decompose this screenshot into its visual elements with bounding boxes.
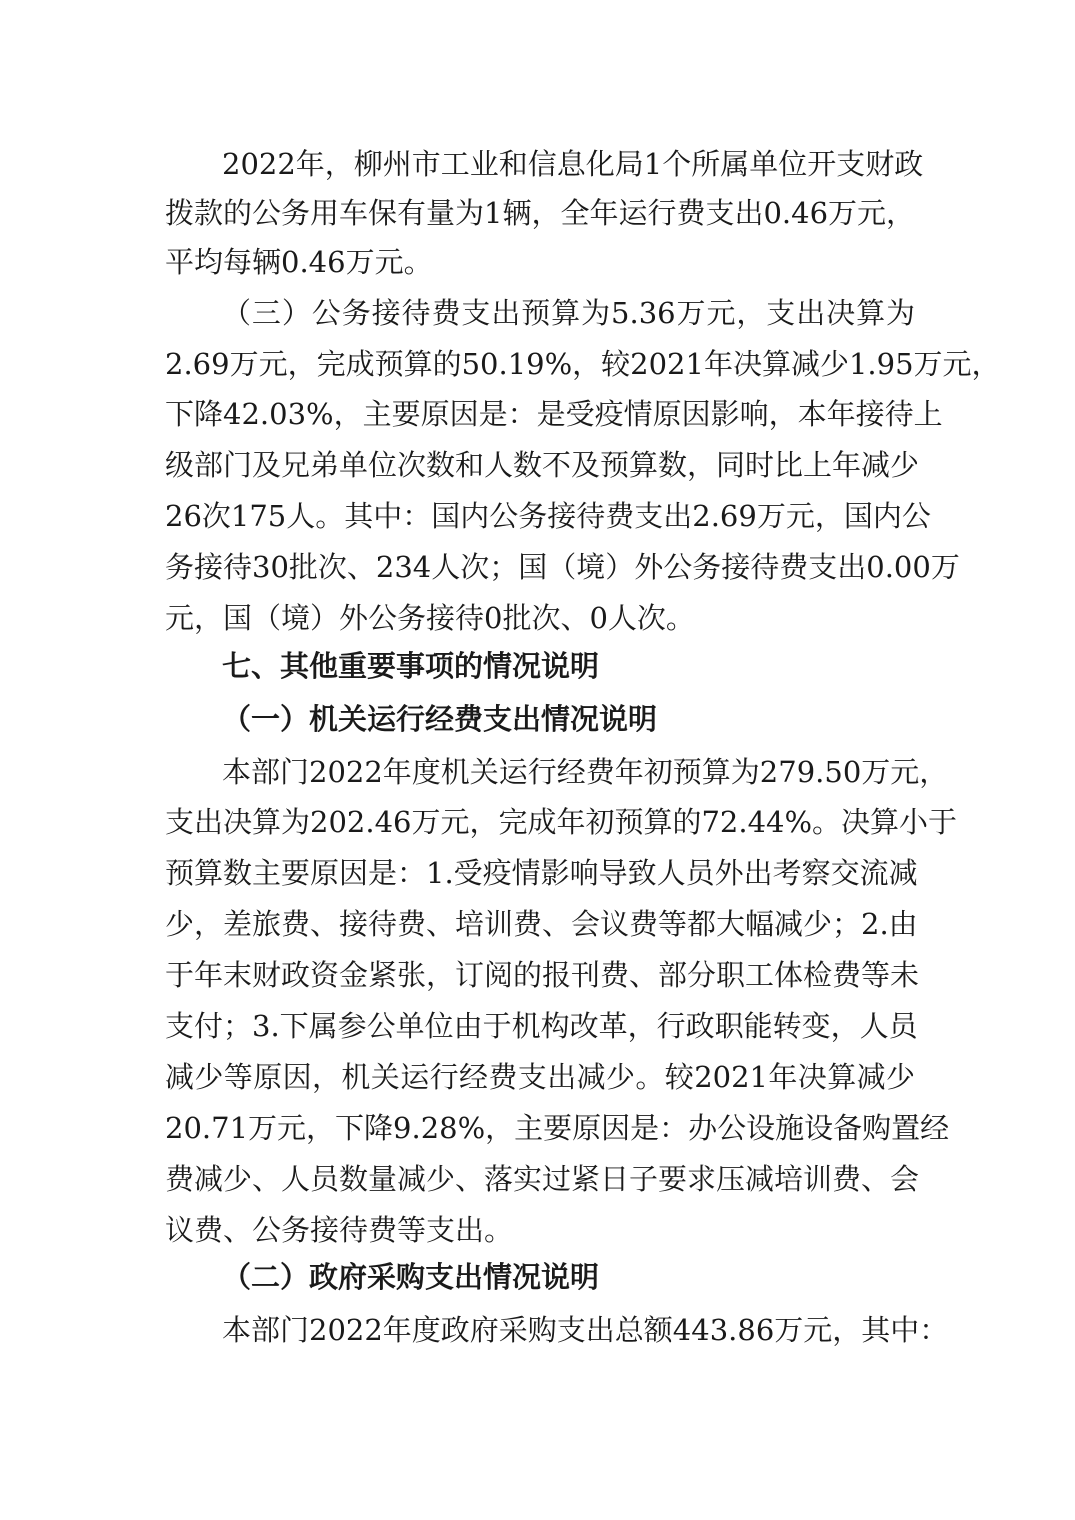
paragraph-line: 下降42.03%，主要原因是：是受疫情原因影响，本年接待上	[165, 397, 943, 431]
paragraph-line: 议费、公务接待费等支出。	[165, 1213, 514, 1247]
subsection-heading: （一）机关运行经费支出情况说明	[222, 702, 658, 736]
paragraph-line: 少，差旅费、接待费、培训费、会议费等都大幅减少；2.由	[165, 907, 918, 941]
paragraph-line: 20.71万元，下降9.28%，主要原因是：办公设施设备购置经	[165, 1111, 950, 1145]
paragraph-line: 级部门及兄弟单位次数和人数不及预算数，同时比上年减少	[165, 448, 920, 482]
paragraph-line: 本部门2022年度政府采购支出总额443.86万元，其中：	[222, 1313, 949, 1347]
paragraph-line: 拨款的公务用车保有量为1辆，全年运行费支出0.46万元，	[165, 196, 916, 230]
paragraph-line: 2022年，柳州市工业和信息化局1个所属单位开支财政	[222, 147, 924, 181]
paragraph-line: 元，国（境）外公务接待0批次、0人次。	[165, 601, 695, 635]
paragraph-line: 费减少、人员数量减少、落实过紧日子要求压减培训费、会	[165, 1162, 920, 1196]
paragraph-line: 2.69万元，完成预算的50.19%，较2021年决算减少1.95万元，	[165, 347, 1001, 381]
paragraph-line: 减少等原因，机关运行经费支出减少。较2021年决算减少	[165, 1060, 915, 1094]
paragraph-line: 于年末财政资金紧张，订阅的报刊费、部分职工体检费等未	[165, 958, 920, 992]
paragraph-line: 支付；3.下属参公单位由于机构改革，行政职能转变，人员	[165, 1009, 918, 1043]
paragraph-line: 26次175人。其中：国内公务接待费支出2.69万元，国内公	[165, 499, 931, 533]
subsection-heading: （二）政府采购支出情况说明	[222, 1260, 600, 1294]
paragraph-line: （三）公务接待费支出预算为5.36万元，支出决算为	[222, 296, 915, 330]
paragraph-line: 预算数主要原因是：1.受疫情影响导致人员外出考察交流减	[165, 856, 918, 890]
paragraph-line: 本部门2022年度机关运行经费年初预算为279.50万元，	[222, 755, 949, 789]
paragraph-line: 务接待30批次、234人次；国（境）外公务接待费支出0.00万	[165, 550, 960, 584]
paragraph-line: 平均每辆0.46万元。	[165, 245, 433, 279]
paragraph-line: 支出决算为202.46万元，完成年初预算的72.44%。决算小于	[165, 805, 958, 839]
section-heading: 七、其他重要事项的情况说明	[222, 649, 600, 683]
